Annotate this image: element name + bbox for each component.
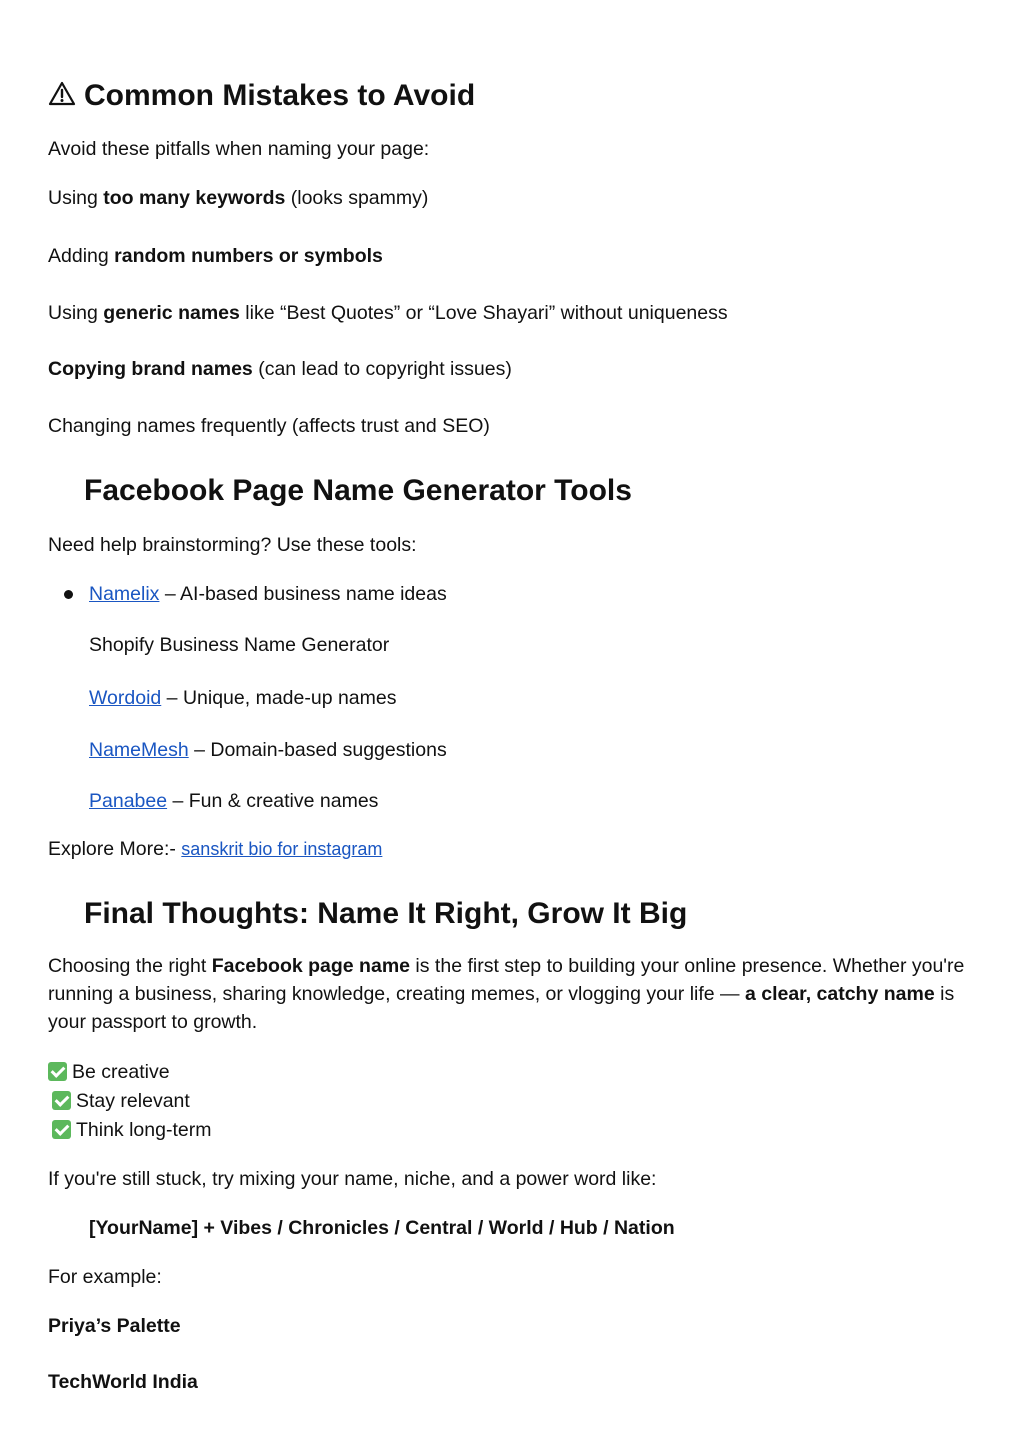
checkmark-icon bbox=[52, 1120, 71, 1139]
mistake-item: Using generic names like “Best Quotes” or “Love Shayari” without uniqueness bbox=[48, 302, 728, 324]
check-item: Be creative bbox=[48, 1058, 170, 1086]
mistakes-heading bbox=[48, 76, 475, 116]
mistakes-intro: Avoid these pitfalls when naming your page: bbox=[48, 138, 430, 160]
explore-more: Explore More:- sanskrit bio for instagram bbox=[48, 838, 383, 860]
checkmark-icon bbox=[48, 1062, 67, 1081]
tool-item-namelix: Namelix – AI-based business name ideas bbox=[89, 583, 447, 605]
example-item: TechWorld India bbox=[48, 1371, 198, 1393]
mistakes-heading-text: Common Mistakes to Avoid bbox=[84, 79, 476, 112]
tool-item-wordoid: Wordoid – Unique, made-up names bbox=[89, 687, 397, 709]
mix-text: If you're still stuck, try mixing your name, niche, and a power word like: bbox=[48, 1168, 657, 1190]
tools-heading: Facebook Page Name Generator Tools bbox=[84, 474, 632, 507]
tools-intro: Need help brainstorming? Use these tools: bbox=[48, 534, 417, 556]
example-label: For example: bbox=[48, 1266, 162, 1288]
namelix-link[interactable]: Namelix bbox=[89, 583, 160, 605]
check-item: Think long-term bbox=[52, 1116, 211, 1144]
mistake-item: Adding random numbers or symbols bbox=[48, 245, 383, 267]
panabee-link[interactable]: Panabee bbox=[89, 790, 168, 812]
namemesh-link[interactable]: NameMesh bbox=[89, 739, 189, 761]
mistake-item: Copying brand names (can lead to copyright issues) bbox=[48, 358, 512, 380]
tool-item-panabee: Panabee – Fun & creative names bbox=[89, 790, 379, 812]
tool-item-shopify: Shopify Business Name Generator bbox=[89, 634, 390, 656]
sanskrit-bio-link[interactable]: sanskrit bio for instagram bbox=[181, 839, 383, 859]
tool-item-namemesh: NameMesh – Domain-based suggestions bbox=[89, 739, 447, 761]
wordoid-link[interactable]: Wordoid bbox=[89, 687, 162, 709]
warning-icon bbox=[48, 80, 76, 108]
mistake-item: Changing names frequently (affects trust and SEO) bbox=[48, 415, 490, 437]
checkmark-icon bbox=[52, 1091, 71, 1110]
final-heading: Final Thoughts: Name It Right, Grow It Big bbox=[84, 897, 688, 930]
example-item: Priya’s Palette bbox=[48, 1315, 181, 1337]
check-item: Stay relevant bbox=[52, 1087, 190, 1115]
list-bullet bbox=[64, 590, 73, 599]
mistake-item: Using too many keywords (looks spammy) bbox=[48, 187, 429, 209]
formula: [YourName] + Vibes / Chronicles / Central / World / Hub / Nation bbox=[89, 1217, 675, 1239]
final-paragraph: Choosing the right Facebook page name is the first step to building your online presence. Whether you're running a business, sharing knowledge, creating memes, or vlogging your life — a clear, catchy name is your passport to growth. bbox=[48, 955, 965, 1033]
